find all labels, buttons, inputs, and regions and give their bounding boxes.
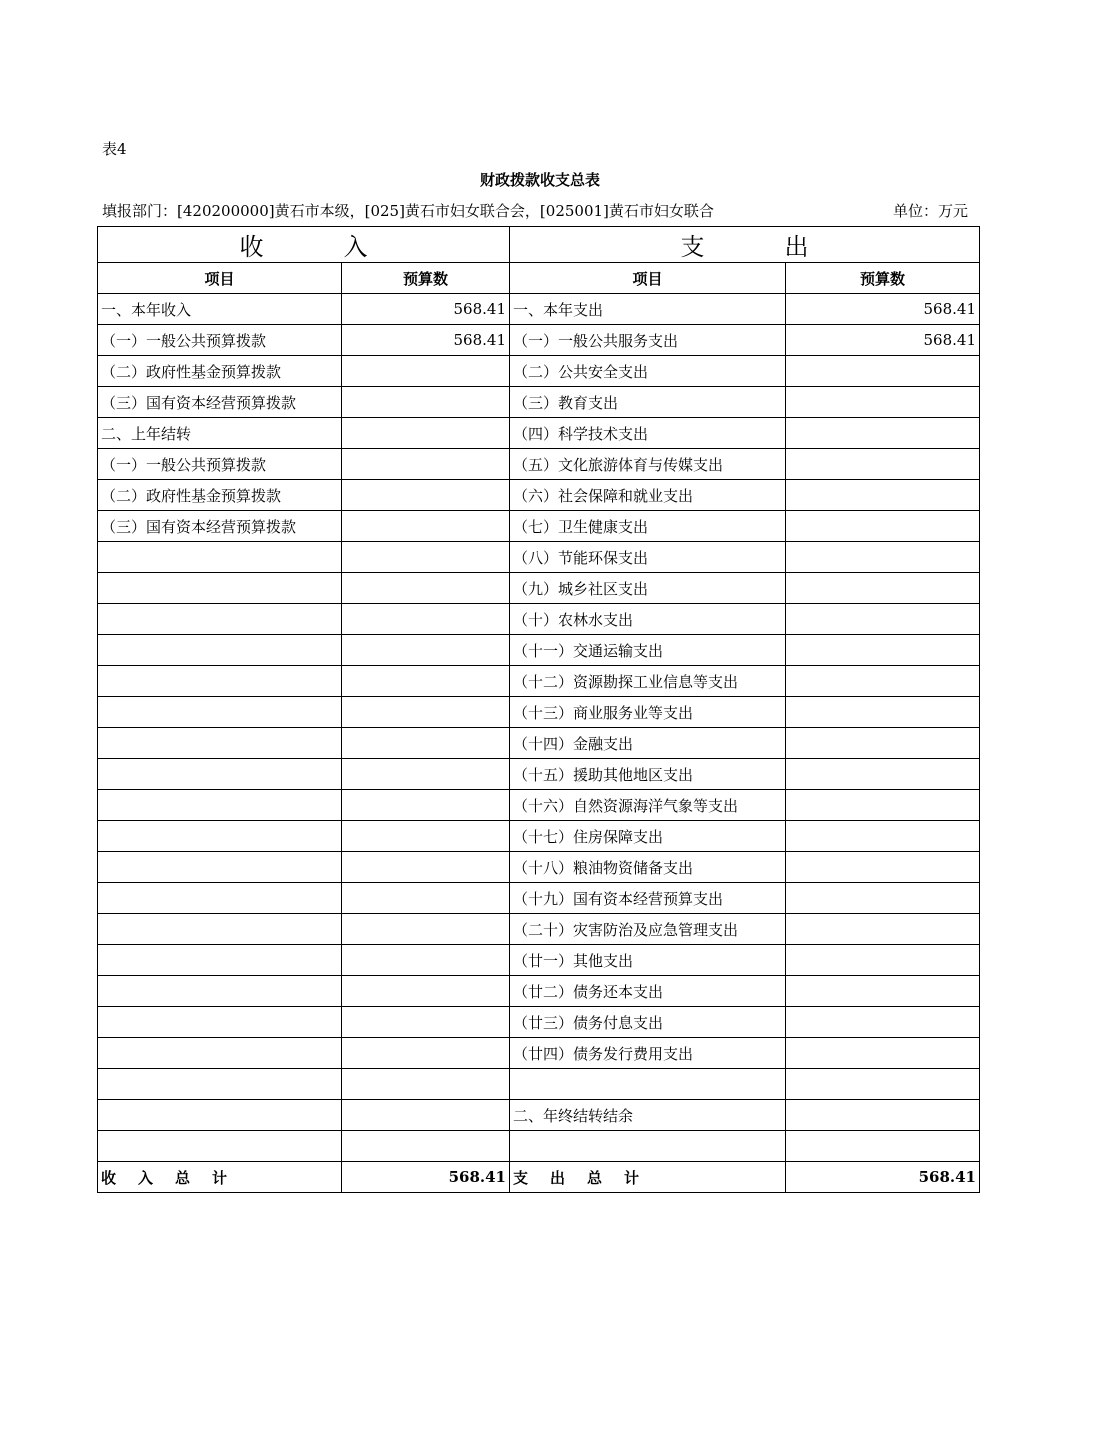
expense-budget-cell [786,387,980,418]
expense-item-cell: （十四）金融支出 [510,728,786,759]
income-item-cell [98,666,342,697]
expense-budget-cell [786,1100,980,1131]
column-header-row [98,263,980,294]
income-budget-cell [342,1007,510,1038]
income-budget-cell [342,976,510,1007]
income-item-cell [98,1100,342,1131]
table-row [98,852,980,883]
income-budget-cell [342,635,510,666]
expense-section-header: 支 出 [510,227,980,263]
expense-item-cell: （十二）资源勘探工业信息等支出 [510,666,786,697]
income-item-cell: （一）一般公共预算拨款 [98,449,342,480]
table-row [98,356,980,387]
expense-budget-cell [786,635,980,666]
expense-total-label: 支出总计 [510,1162,786,1193]
table-row [98,976,980,1007]
table-row [98,387,980,418]
table-row [98,1038,980,1069]
expense-budget-cell [786,418,980,449]
income-budget-cell [342,387,510,418]
income-budget-cell: 568.41 [342,325,510,356]
income-item-cell: （三）国有资本经营预算拨款 [98,387,342,418]
expense-budget-cell [786,914,980,945]
filing-department: 填报部门：[420200000]黄石市本级，[025]黄石市妇女联合会，[025001]黄石市妇女联合 [102,202,714,220]
table-row [98,511,980,542]
income-budget-cell [342,790,510,821]
income-item-cell: （三）国有资本经营预算拨款 [98,511,342,542]
table-row [98,418,980,449]
expense-budget-cell [786,356,980,387]
expense-budget-cell [786,666,980,697]
expense-item-cell: （十七）住房保障支出 [510,821,786,852]
budget-table [97,226,980,1193]
table-row [98,1131,980,1162]
table-row [98,759,980,790]
income-budget-cell [342,542,510,573]
expense-item-cell: （三）教育支出 [510,387,786,418]
income-item-cell [98,883,342,914]
income-item-cell [98,573,342,604]
unit-label: 单位：万元 [893,202,969,220]
expense-item-cell [510,1069,786,1100]
income-total-value: 568.41 [342,1162,510,1193]
table-row [98,325,980,356]
table-row [98,542,980,573]
table-row [98,790,980,821]
income-item-cell [98,728,342,759]
income-budget-cell [342,1069,510,1100]
expense-item-cell: （廿三）债务付息支出 [510,1007,786,1038]
income-budget-cell [342,914,510,945]
expense-item-cell: （八）节能环保支出 [510,542,786,573]
expense-item-cell: （廿四）债务发行费用支出 [510,1038,786,1069]
expense-budget-cell [786,573,980,604]
income-budget-cell [342,573,510,604]
income-item-cell: （二）政府性基金预算拨款 [98,480,342,511]
expense-budget-cell [786,728,980,759]
income-item-cell [98,1069,342,1100]
table-row [98,480,980,511]
income-section-header: 收 入 [98,227,510,263]
expense-item-cell: （廿一）其他支出 [510,945,786,976]
income-budget-cell [342,480,510,511]
table-row [98,666,980,697]
expense-item-cell: （六）社会保障和就业支出 [510,480,786,511]
expense-budget-cell [786,852,980,883]
expense-item-cell: （十六）自然资源海洋气象等支出 [510,790,786,821]
income-item-cell [98,852,342,883]
income-item-cell [98,790,342,821]
table-row [98,573,980,604]
page-title: 财政拨款收支总表 [479,171,600,189]
income-item-cell [98,635,342,666]
expense-budget-cell [786,1007,980,1038]
income-budget-cell [342,604,510,635]
expense-total-value: 568.41 [786,1162,980,1193]
table-row [98,821,980,852]
income-budget-cell [342,759,510,790]
income-budget-cell [342,728,510,759]
expense-budget-cell [786,697,980,728]
expense-budget-cell [786,449,980,480]
income-item-cell: （一）一般公共预算拨款 [98,325,342,356]
table-row [98,1007,980,1038]
income-item-cell [98,976,342,1007]
expense-item-cell: （十三）商业服务业等支出 [510,697,786,728]
expense-budget-cell [786,976,980,1007]
income-item-cell [98,945,342,976]
table-row [98,914,980,945]
income-budget-cell [342,1100,510,1131]
income-item-cell [98,542,342,573]
income-budget-cell [342,1038,510,1069]
table-row [98,883,980,914]
income-item-cell: 一、本年收入 [98,294,342,325]
income-budget-cell [342,945,510,976]
expense-item-cell: 一、本年支出 [510,294,786,325]
expense-item-cell: （十九）国有资本经营预算支出 [510,883,786,914]
table-row [98,1069,980,1100]
income-budget-cell [342,449,510,480]
table-row [98,449,980,480]
expense-item-cell: （四）科学技术支出 [510,418,786,449]
table-row [98,728,980,759]
section-header-row [98,227,980,263]
income-budget-cell [342,852,510,883]
expense-budget-cell [786,883,980,914]
income-budget-cell [342,697,510,728]
expense-budget-cell [786,480,980,511]
expense-budget-cell [786,945,980,976]
expense-budget-cell [786,1069,980,1100]
table-row [98,697,980,728]
expense-item-cell [510,1131,786,1162]
expense-budget-cell [786,1131,980,1162]
expense-item-cell: （十）农林水支出 [510,604,786,635]
table-row [98,1100,980,1131]
expense-item-cell: （十八）粮油物资储备支出 [510,852,786,883]
total-row [98,1162,980,1193]
income-item-cell [98,604,342,635]
table-row [98,294,980,325]
income-budget-cell [342,418,510,449]
table-row [98,945,980,976]
income-budget-cell [342,821,510,852]
income-budget-cell: 568.41 [342,294,510,325]
expense-item-cell: （一）一般公共服务支出 [510,325,786,356]
expense-budget-cell [786,542,980,573]
income-item-cell [98,759,342,790]
expense-budget-cell [786,604,980,635]
income-budget-cell [342,666,510,697]
table-row [98,635,980,666]
income-item-cell: 二、上年结转 [98,418,342,449]
expense-budget-cell [786,511,980,542]
expense-item-cell: （十五）援助其他地区支出 [510,759,786,790]
income-item-cell [98,914,342,945]
income-budget-header: 预算数 [342,263,510,294]
expense-item-cell: （五）文化旅游体育与传媒支出 [510,449,786,480]
expense-budget-header: 预算数 [786,263,980,294]
expense-item-cell: （廿二）债务还本支出 [510,976,786,1007]
income-budget-cell [342,1131,510,1162]
expense-budget-cell: 568.41 [786,325,980,356]
income-item-cell [98,1038,342,1069]
expense-budget-cell [786,790,980,821]
income-item-cell [98,821,342,852]
income-budget-cell [342,883,510,914]
expense-item-header: 项目 [510,263,786,294]
table-row [98,604,980,635]
table-number: 表4 [102,140,127,158]
expense-budget-cell [786,821,980,852]
income-item-cell [98,1131,342,1162]
expense-budget-cell: 568.41 [786,294,980,325]
income-budget-cell [342,511,510,542]
expense-budget-cell [786,1038,980,1069]
expense-item-cell: （二）公共安全支出 [510,356,786,387]
expense-item-cell: （七）卫生健康支出 [510,511,786,542]
income-total-label: 收入总计 [98,1162,342,1193]
income-item-cell: （二）政府性基金预算拨款 [98,356,342,387]
expense-item-cell: 二、年终结转结余 [510,1100,786,1131]
expense-item-cell: （十一）交通运输支出 [510,635,786,666]
income-item-cell [98,1007,342,1038]
income-item-cell [98,697,342,728]
expense-budget-cell [786,759,980,790]
expense-item-cell: （二十）灾害防治及应急管理支出 [510,914,786,945]
expense-item-cell: （九）城乡社区支出 [510,573,786,604]
income-budget-cell [342,356,510,387]
income-item-header: 项目 [98,263,342,294]
